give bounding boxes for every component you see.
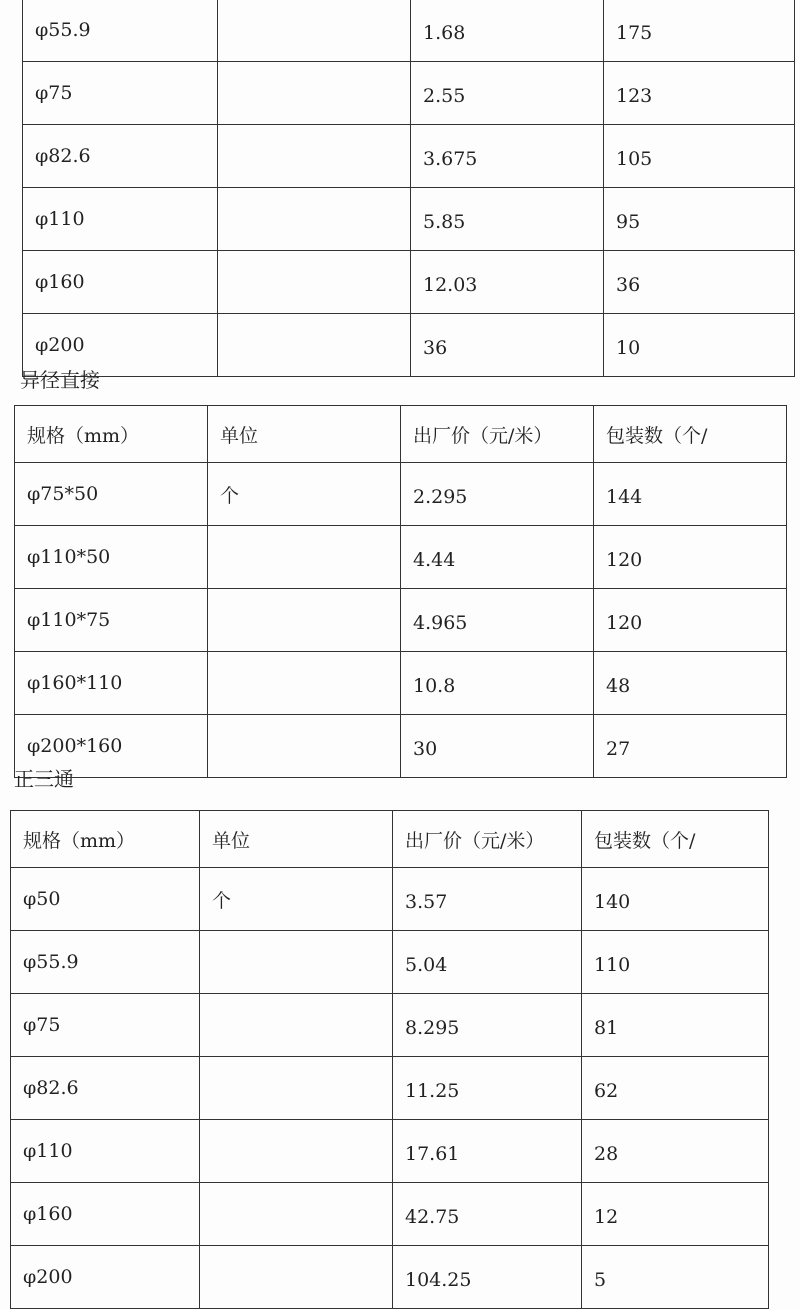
price-cell: 10.8 <box>401 652 594 715</box>
spec-cell: φ82.6 <box>11 1057 200 1120</box>
unit-cell <box>200 1120 393 1183</box>
unit-cell <box>200 1057 393 1120</box>
price-cell: 3.675 <box>411 125 604 188</box>
price-table-reducer-coupling <box>14 405 787 778</box>
unit-cell: 个 <box>200 868 393 931</box>
price-cell: 1.68 <box>411 0 604 62</box>
package-cell: 175 <box>604 0 795 62</box>
price-cell: 4.44 <box>401 526 594 589</box>
spec-cell: φ55.9 <box>23 0 218 62</box>
spec-cell: φ160*110 <box>15 652 208 715</box>
price-cell: 104.25 <box>393 1246 582 1309</box>
spec-cell: φ110 <box>11 1120 200 1183</box>
unit-cell <box>200 1246 393 1309</box>
table-row <box>11 994 769 1057</box>
table-row <box>11 868 769 931</box>
unit-cell <box>218 314 411 377</box>
spec-cell: φ55.9 <box>11 931 200 994</box>
spec-cell: φ160 <box>23 251 218 314</box>
unit-cell <box>218 0 411 62</box>
table-row <box>23 62 795 125</box>
price-cell: 30 <box>401 715 594 778</box>
price-cell: 5.04 <box>393 931 582 994</box>
table-row <box>23 188 795 251</box>
package-cell: 27 <box>594 715 787 778</box>
package-cell: 36 <box>604 251 795 314</box>
package-cell: 105 <box>604 125 795 188</box>
column-header-price: 出厂价（元/米） <box>401 406 594 463</box>
price-cell: 36 <box>411 314 604 377</box>
table-row <box>11 931 769 994</box>
unit-cell <box>218 188 411 251</box>
package-cell: 140 <box>582 868 769 931</box>
price-cell: 12.03 <box>411 251 604 314</box>
column-header-unit: 单位 <box>208 406 401 463</box>
unit-cell <box>208 715 401 778</box>
spec-cell: φ82.6 <box>23 125 218 188</box>
table-header-row <box>15 406 787 463</box>
package-cell: 120 <box>594 589 787 652</box>
package-cell: 62 <box>582 1057 769 1120</box>
section-title-equal-tee: 正三通 <box>14 767 74 791</box>
table-header-row <box>11 811 769 868</box>
table-row <box>23 251 795 314</box>
spec-cell: φ75 <box>23 62 218 125</box>
unit-cell <box>200 994 393 1057</box>
price-cell: 2.55 <box>411 62 604 125</box>
table-row <box>23 0 795 62</box>
section-title-reducer-coupling: 异径直接 <box>20 368 100 392</box>
unit-cell <box>200 931 393 994</box>
table-row <box>11 1183 769 1246</box>
price-cell: 5.85 <box>411 188 604 251</box>
table-row <box>15 526 787 589</box>
package-cell: 144 <box>594 463 787 526</box>
price-cell: 8.295 <box>393 994 582 1057</box>
table-row <box>11 1120 769 1183</box>
spec-cell: φ50 <box>11 868 200 931</box>
spec-cell: φ110 <box>23 188 218 251</box>
package-cell: 95 <box>604 188 795 251</box>
unit-cell <box>200 1183 393 1246</box>
price-cell: 3.57 <box>393 868 582 931</box>
package-cell: 120 <box>594 526 787 589</box>
table-row <box>15 589 787 652</box>
table-row <box>23 314 795 377</box>
column-header-price: 出厂价（元/米） <box>393 811 582 868</box>
spec-cell: φ200*160 <box>15 715 208 778</box>
spec-cell: φ160 <box>11 1183 200 1246</box>
price-cell: 2.295 <box>401 463 594 526</box>
unit-cell <box>218 251 411 314</box>
package-cell: 12 <box>582 1183 769 1246</box>
unit-cell <box>218 125 411 188</box>
spec-cell: φ200 <box>11 1246 200 1309</box>
package-cell: 123 <box>604 62 795 125</box>
table-row <box>11 1057 769 1120</box>
spec-cell: φ110*75 <box>15 589 208 652</box>
column-header-spec: 规格（mm） <box>15 406 208 463</box>
price-cell: 17.61 <box>393 1120 582 1183</box>
price-cell: 11.25 <box>393 1057 582 1120</box>
price-cell: 4.965 <box>401 589 594 652</box>
column-header-spec: 规格（mm） <box>11 811 200 868</box>
package-cell: 81 <box>582 994 769 1057</box>
unit-cell <box>208 589 401 652</box>
unit-cell <box>208 526 401 589</box>
table-row <box>15 463 787 526</box>
package-cell: 110 <box>582 931 769 994</box>
column-header-package: 包装数（个/ <box>594 406 787 463</box>
spec-cell: φ75 <box>11 994 200 1057</box>
package-cell: 28 <box>582 1120 769 1183</box>
spec-cell: φ200 <box>23 314 218 377</box>
unit-cell <box>208 652 401 715</box>
package-cell: 48 <box>594 652 787 715</box>
table-row <box>11 1246 769 1309</box>
price-table-top <box>22 0 795 377</box>
column-header-unit: 单位 <box>200 811 393 868</box>
spec-cell: φ110*50 <box>15 526 208 589</box>
column-header-package: 包装数（个/ <box>582 811 769 868</box>
spec-cell: φ75*50 <box>15 463 208 526</box>
table-row <box>15 715 787 778</box>
unit-cell: 个 <box>208 463 401 526</box>
package-cell: 5 <box>582 1246 769 1309</box>
unit-cell <box>218 62 411 125</box>
table-row <box>23 125 795 188</box>
price-table-equal-tee <box>10 810 769 1309</box>
package-cell: 10 <box>604 314 795 377</box>
price-cell: 42.75 <box>393 1183 582 1246</box>
table-row <box>15 652 787 715</box>
